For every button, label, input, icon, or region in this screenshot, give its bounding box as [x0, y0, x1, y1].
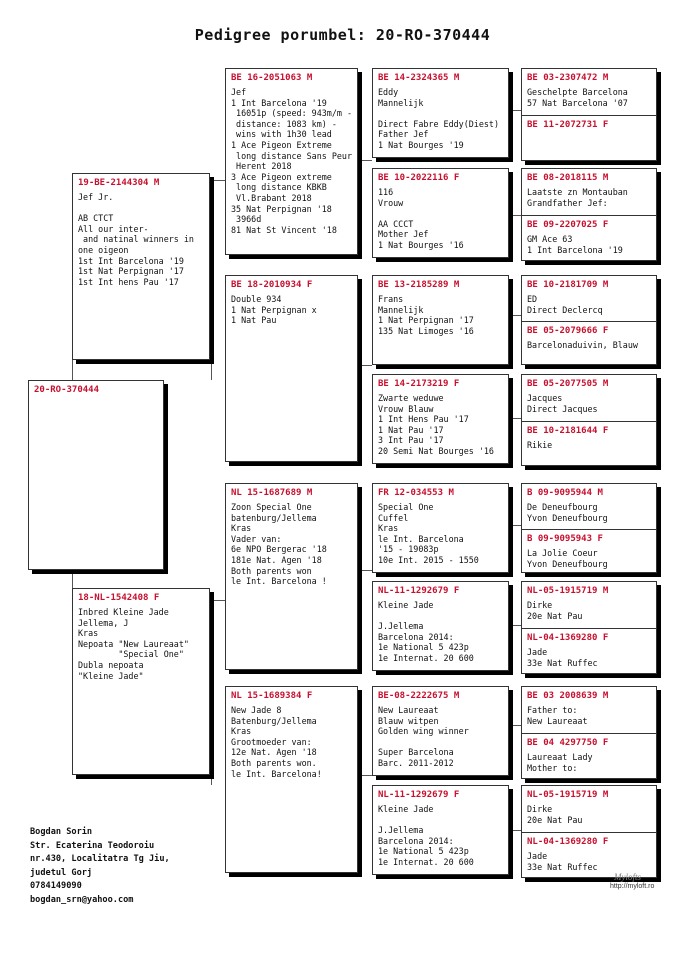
pigeon-details: Jef 1 Int Barcelona '19 16051p (speed: 943m/m - distance: 1083 km) - wins with 1h30 lead 1 Ace Pigeon Extreme long distance Sans Peur Herent 2018 3 Ace Pigeon extreme long distance KBKB Vl.Brabant 2018 35 Nat Perpignan '18 3966d 81 Nat St Vincent '18	[231, 87, 353, 235]
ring-number: BE 10-2181644 F	[527, 426, 609, 436]
pigeon-card-g2-3[interactable]	[225, 483, 358, 670]
connector-line	[509, 830, 521, 831]
ring-number: NL-11-1292679 F	[378, 586, 460, 596]
pigeon-card-g3-5[interactable]	[372, 483, 509, 573]
connector-line	[358, 570, 372, 571]
pigeon-details: Frans Mannelijk 1 Nat Perpignan '17 135 Nat Limoges '16	[378, 294, 474, 336]
connector-line	[211, 600, 225, 601]
breeder-county: judetul Gorj	[30, 867, 93, 878]
pigeon-pair-card-4[interactable]	[521, 374, 657, 466]
pigeon-details: Rikie	[527, 440, 553, 450]
pigeon-details: Jade 33e Nat Ruffec	[527, 647, 598, 668]
pigeon-details: Inbred Kleine Jade Jellema, J Kras Nepoata "New Laureaat" "Special One" Dubla nepoata "Kleine Jade"	[78, 607, 189, 681]
connector-line	[509, 418, 521, 419]
ring-number: 19-BE-2144304 M	[78, 178, 160, 188]
pigeon-details: Dirke 20e Nat Pau	[527, 600, 583, 621]
ring-number: 18-NL-1542408 F	[78, 593, 160, 603]
ring-number: BE 10-2181709 M	[527, 280, 609, 290]
connector-line	[211, 180, 212, 380]
ring-number: BE 04 4297750 F	[527, 738, 609, 748]
pigeon-details: Geschelpte Barcelona 57 Nat Barcelona '07	[527, 87, 628, 108]
pigeon-details: Dirke 20e Nat Pau	[527, 804, 583, 825]
pigeon-details: Zoon Special One batenburg/Jellema Kras Vader van: 6e NPO Bergerac '18 181e Nat. Agen '18 Both parents won le Int. Barcelona !	[231, 502, 327, 587]
connector-line	[358, 365, 372, 366]
pigeon-card-subject[interactable]	[28, 380, 164, 570]
connector-line	[358, 160, 372, 161]
pigeon-details: New Jade 8 Batenburg/Jellema Kras Grootmoeder van: 12e Nat. Agen '18 Both parents won. le Int. Barcelona!	[231, 705, 322, 779]
ring-number: BE 05-2077505 M	[527, 379, 609, 389]
ring-number: B 09-9095944 M	[527, 488, 603, 498]
breeder-name: Bogdan Sorin	[30, 827, 93, 837]
ring-number: BE 14-2324365 M	[378, 73, 460, 83]
ring-number: BE-08-2222675 M	[378, 691, 460, 701]
ring-number: BE 11-2072731 F	[527, 120, 609, 130]
ring-number: BE 14-2173219 F	[378, 379, 460, 389]
ring-number: NL-11-1292679 F	[378, 790, 460, 800]
pigeon-pair-card-8[interactable]	[521, 785, 657, 878]
pigeon-details: ED Direct Declercq	[527, 294, 603, 315]
ring-number: BE 16-2051063 M	[231, 73, 313, 83]
pigeon-details: Barcelonaduivin, Blauw	[527, 340, 638, 350]
pigeon-pair-card-6[interactable]	[521, 581, 657, 674]
ring-number: B 09-9095943 F	[527, 534, 603, 544]
pigeon-pair-card-3[interactable]	[521, 275, 657, 365]
pigeon-pair-card-1[interactable]	[521, 68, 657, 161]
pigeon-details	[522, 131, 656, 134]
connector-line	[509, 215, 521, 216]
ring-number: BE 18-2010934 F	[231, 280, 313, 290]
pigeon-details: Jacques Direct Jacques	[527, 393, 598, 414]
pigeon-card-g3-2[interactable]	[372, 168, 509, 258]
pigeon-details: Double 934 1 Nat Perpignan x 1 Nat Pau	[231, 294, 317, 326]
ring-number: NL 15-1689384 F	[231, 691, 313, 701]
pigeon-pair-card-7[interactable]	[521, 686, 657, 779]
connector-line	[211, 180, 225, 181]
pigeon-details: Laureaat Lady Mother to:	[527, 752, 593, 773]
pigeon-card-g2-1[interactable]	[225, 68, 358, 255]
connector-line	[509, 315, 521, 316]
pigeon-details: Laatste zn Montauban Grandfather Jef:	[527, 187, 628, 208]
pigeon-pair-card-2[interactable]	[521, 168, 657, 261]
pigeon-pair-card-5[interactable]	[521, 483, 657, 573]
connector-line	[509, 625, 521, 626]
breeder-address: nr.430, Localitatra Tg Jiu,	[30, 854, 170, 865]
pigeon-details: New Laureaat Blauw witpen Golden wing winner Super Barcelona Barc. 2011-2012	[378, 705, 469, 768]
ring-number: BE 09-2207025 F	[527, 220, 609, 230]
pigeon-card-g3-1[interactable]	[372, 68, 509, 158]
pigeon-card-g3-4[interactable]	[372, 374, 509, 464]
connector-line	[509, 110, 521, 111]
ring-number: BE 03 2008639 M	[527, 691, 609, 701]
ring-number: NL-05-1915719 M	[527, 790, 609, 800]
pigeon-card-g3-7[interactable]	[372, 686, 509, 776]
ring-number: BE 10-2022116 F	[378, 173, 460, 183]
pigeon-details: De Deneufbourg Yvon Deneufbourg	[527, 502, 608, 523]
ring-number: BE 03-2307472 M	[527, 73, 609, 83]
pigeon-card-dam[interactable]	[72, 588, 210, 775]
pigeon-card-g2-2[interactable]	[225, 275, 358, 462]
pigeon-details: La Jolie Coeur Yvon Deneufbourg	[527, 548, 608, 569]
pigeon-card-sire[interactable]	[72, 173, 210, 360]
ring-number: BE 05-2079666 F	[527, 326, 609, 336]
breeder-email[interactable]: bogdan_srn@yahoo.com	[30, 894, 134, 905]
connector-line	[509, 725, 521, 726]
pigeon-details: Special One Cuffel Kras le Int. Barcelona '15 - 19083p 10e Int. 2015 - 1550	[378, 502, 479, 565]
breeder-street: Str. Ecaterina Teodoroiu	[30, 840, 155, 851]
pigeon-card-g2-4[interactable]	[225, 686, 358, 873]
ring-number: NL-05-1915719 M	[527, 586, 609, 596]
myloft-logo: Mylofts	[614, 872, 641, 882]
pigeon-details: Father to: New Laureaat	[527, 705, 588, 726]
connector-line	[358, 775, 372, 776]
pigeon-details: Eddy Mannelijk Direct Fabre Eddy(Diest) Father Jef 1 Nat Bourges '19	[378, 87, 500, 150]
pigeon-card-g3-3[interactable]	[372, 275, 509, 365]
pigeon-details: 116 Vrouw AA CCCT Mother Jef 1 Nat Bourges '16	[378, 187, 464, 250]
logo-url[interactable]: http://myloft.ro	[610, 883, 655, 890]
ring-number: BE 13-2185289 M	[378, 280, 460, 290]
breeder-phone: 0784149090	[30, 881, 82, 892]
breeder-info	[30, 826, 170, 908]
connector-line	[211, 600, 212, 785]
pigeon-details: Zwarte weduwe Vrouw Blauw 1 Int Hens Pau '17 1 Nat Pau '17 3 Int Pau '17 20 Semi Nat Bourges '16	[378, 393, 494, 456]
pigeon-details: GM Ace 63 1 Int Barcelona '19	[527, 234, 623, 255]
ring-number: BE 08-2018115 M	[527, 173, 609, 183]
page-title: Pedigree porumbel: 20-RO-370444	[194, 26, 491, 44]
pigeon-details: Jef Jr. AB CTCT All our inter- and natinal winners in one oigeon 1st Int Barcelona '19 1st Nat Perpignan '17 1st Int hens Pau '17	[78, 192, 194, 287]
ring-number: NL-04-1369280 F	[527, 633, 609, 643]
pigeon-details: Kleine Jade J.Jellema Barcelona 2014: 1e National 5 423p 1e Internat. 20 600	[378, 804, 474, 867]
ring-number: 20-RO-370444	[34, 385, 100, 395]
pigeon-details	[29, 396, 163, 399]
pigeon-card-g3-8[interactable]	[372, 785, 509, 875]
ring-number: FR 12-034553 M	[378, 488, 454, 498]
pigeon-details: Kleine Jade J.Jellema Barcelona 2014: 1e National 5 423p 1e Internat. 20 600	[378, 600, 474, 663]
ring-number: NL 15-1687689 M	[231, 488, 313, 498]
ring-number: NL-04-1369280 F	[527, 837, 609, 847]
pigeon-card-g3-6[interactable]	[372, 581, 509, 671]
connector-line	[509, 525, 521, 526]
pigeon-details: Jade 33e Nat Ruffec	[527, 851, 598, 872]
